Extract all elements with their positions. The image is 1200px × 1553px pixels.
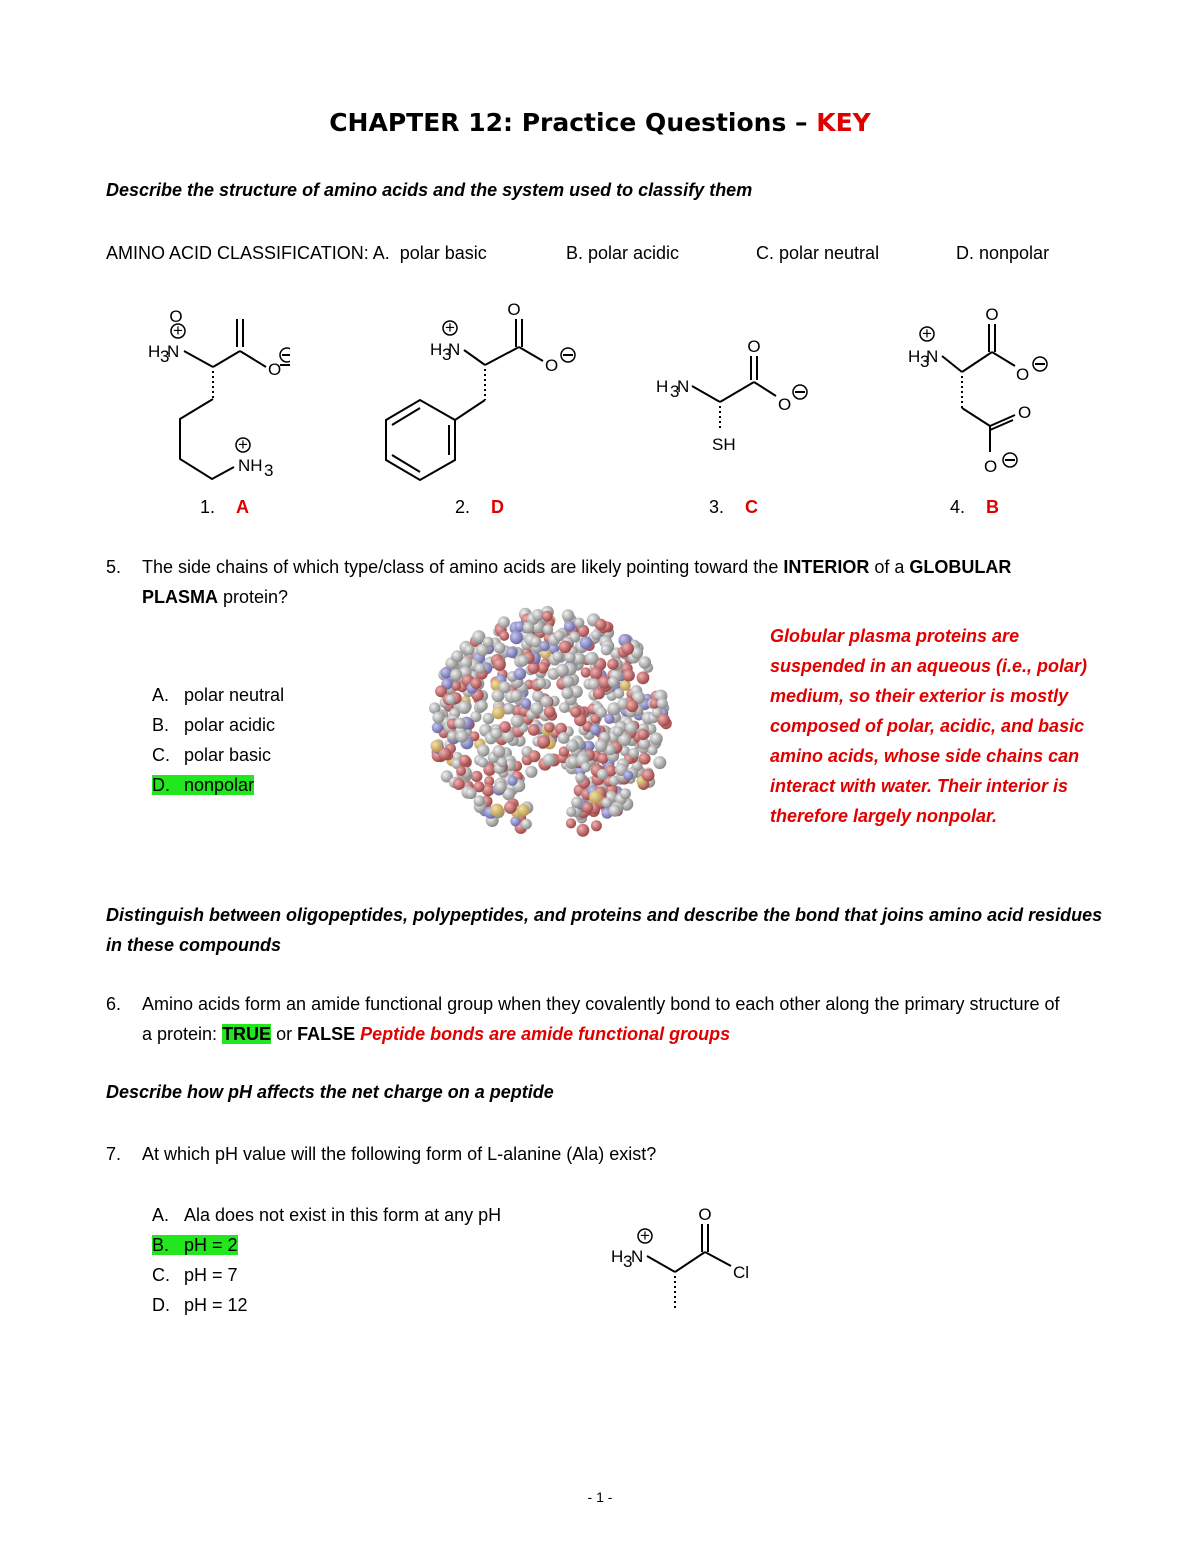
protein-atom-sphere — [637, 729, 648, 740]
protein-atom-sphere — [593, 687, 605, 699]
protein-atom-sphere — [566, 818, 576, 828]
protein-atom-sphere — [544, 706, 556, 718]
svg-text:H: H — [148, 342, 161, 361]
protein-atom-sphere — [657, 714, 670, 727]
protein-atom-sphere — [483, 637, 494, 648]
q5-text-c: protein? — [218, 587, 289, 607]
q7-option-d-text: pH = 12 — [184, 1295, 248, 1315]
q6-true-option[interactable]: TRUE — [222, 1024, 272, 1044]
svg-text:O: O — [545, 356, 559, 375]
svg-text:O: O — [985, 305, 999, 324]
svg-text:H: H — [656, 377, 669, 396]
protein-atom-sphere — [565, 652, 576, 663]
protein-atom-sphere — [595, 619, 607, 631]
protein-atom-sphere — [558, 732, 570, 744]
q5-text-a: The side chains of which type/class of amino acids are likely pointing toward the — [142, 557, 784, 577]
molecule-1-answer: A — [236, 497, 249, 517]
molecule-4-number: 4. — [950, 497, 966, 517]
q7-option-a-text: Ala does not exist in this form at any pH — [184, 1205, 502, 1225]
q5-option-c-letter: C. — [152, 745, 170, 765]
svg-text:O: O — [169, 307, 183, 326]
svg-text:+: + — [640, 1226, 650, 1245]
protein-atom-sphere — [503, 703, 514, 714]
svg-text:H: H — [430, 340, 443, 359]
molecule-4-answer: B — [986, 497, 999, 517]
protein-atom-sphere — [528, 724, 540, 736]
protein-atom-sphere — [607, 659, 618, 670]
q7-option-a-letter: A. — [152, 1205, 170, 1225]
protein-atom-sphere — [456, 730, 468, 742]
aspartate-structure — [900, 300, 1050, 480]
protein-atom-sphere — [626, 700, 638, 712]
q5-bold-plasma: PLASMA — [142, 587, 218, 607]
protein-atom-sphere — [451, 650, 463, 662]
section-heading-structure: Describe the structure of amino acids and the system used to classify them — [106, 180, 753, 200]
protein-atom-sphere — [623, 771, 633, 781]
q5-option-d-letter: D. — [152, 775, 170, 795]
q5-bold-interior: INTERIOR — [783, 557, 870, 577]
q5-text — [142, 552, 1011, 612]
svg-text:O: O — [1018, 403, 1032, 422]
protein-atom-sphere — [575, 773, 585, 783]
q5-text-b: of a — [869, 557, 910, 577]
q5-option-a-letter: A. — [152, 685, 170, 705]
protein-atom-sphere — [544, 723, 554, 733]
classification-label — [106, 238, 487, 268]
protein-atom-sphere — [609, 805, 621, 817]
protein-atom-sphere — [591, 820, 602, 831]
protein-atom-sphere — [493, 658, 506, 671]
page-number: - 1 - — [587, 1489, 613, 1505]
svg-text:3: 3 — [920, 352, 930, 371]
q7-option-c-text: pH = 7 — [184, 1265, 238, 1285]
protein-atom-sphere — [464, 645, 474, 655]
molecule-3-label — [709, 492, 758, 522]
svg-text:NH: NH — [238, 456, 263, 475]
protein-atom-sphere — [494, 642, 506, 654]
protein-atom-sphere — [657, 698, 668, 709]
protein-atom-sphere — [432, 712, 444, 724]
q7-option-d[interactable] — [152, 1290, 501, 1320]
q7-option-d-letter: D. — [152, 1295, 170, 1315]
protein-atom-sphere — [598, 753, 609, 764]
protein-atom-sphere — [590, 724, 601, 735]
protein-atom-sphere — [478, 757, 488, 767]
protein-atom-sphere — [564, 621, 575, 632]
q5-explanation: Globular plasma proteins are suspended in an aqueous (i.e., polar) medium, so their exterior is mostly composed of polar, acidic, and basic amino acids, whose side chains can interact with water. Their interior is therefore largely nonpolar. — [770, 626, 1088, 826]
protein-atom-sphere — [570, 706, 581, 717]
protein-atom-sphere — [591, 630, 601, 640]
protein-atom-sphere — [490, 728, 502, 740]
class-polar-neutral: C. polar neutral — [756, 243, 880, 263]
protein-atom-sphere — [585, 652, 598, 665]
protein-atom-sphere — [653, 756, 666, 769]
q5-option-c[interactable] — [152, 740, 284, 770]
protein-atom-sphere — [458, 701, 471, 714]
protein-atom-sphere — [553, 651, 564, 662]
protein-atom-sphere — [504, 801, 517, 814]
svg-text:+: + — [173, 321, 183, 340]
protein-atom-sphere — [475, 663, 486, 674]
svg-text:3: 3 — [623, 1252, 633, 1271]
class-nonpolar: D. nonpolar — [956, 243, 1050, 263]
q6-text: Amino acids form an amide functional group when they covalently bond to each other along the primary structure of — [142, 994, 1060, 1014]
protein-atom-sphere — [614, 688, 625, 699]
protein-atom-sphere — [623, 669, 635, 681]
protein-atom-sphere — [521, 698, 532, 709]
q7-option-b-letter: B. — [152, 1235, 170, 1255]
protein-atom-sphere — [517, 804, 530, 817]
protein-atom-sphere — [597, 769, 608, 780]
protein-atom-sphere — [639, 753, 651, 765]
protein-atom-sphere — [580, 637, 593, 650]
protein-atom-sphere — [581, 667, 591, 677]
q6-text-2: a protein: — [142, 1024, 223, 1044]
protein-atom-sphere — [471, 771, 482, 782]
q5-option-d[interactable] — [152, 770, 284, 800]
page-title — [0, 108, 1200, 137]
protein-atom-sphere — [451, 681, 461, 691]
protein-atom-sphere — [571, 797, 583, 809]
lysine-structure — [140, 295, 290, 495]
protein-atom-sphere — [613, 726, 623, 736]
svg-text:N: N — [448, 340, 461, 359]
protein-atom-sphere — [581, 762, 591, 772]
protein-atom-sphere — [506, 647, 517, 658]
q6-or: or — [271, 1024, 298, 1044]
q5-option-a-text: polar neutral — [184, 685, 285, 705]
svg-text:N: N — [926, 347, 939, 366]
protein-atom-sphere — [629, 748, 639, 758]
molecule-3-answer: C — [745, 497, 758, 517]
protein-atom-sphere — [530, 702, 543, 715]
protein-atom-sphere — [650, 732, 663, 745]
protein-atom-sphere — [476, 700, 487, 711]
svg-text:O: O — [268, 360, 282, 379]
protein-atom-sphere — [498, 616, 510, 628]
protein-atom-sphere — [450, 669, 462, 681]
protein-atom-sphere — [559, 702, 570, 713]
protein-atom-sphere — [556, 664, 569, 677]
protein-atom-sphere — [642, 769, 655, 782]
protein-atom-sphere — [508, 776, 518, 786]
protein-atom-sphere — [499, 681, 511, 693]
protein-atom-sphere — [497, 757, 507, 767]
protein-atom-sphere — [440, 667, 451, 678]
molecule-4-label — [950, 492, 999, 522]
protein-atom-sphere — [495, 781, 507, 793]
protein-atom-sphere — [510, 690, 522, 702]
protein-atom-sphere — [438, 748, 451, 761]
q6-number: 6. — [106, 994, 122, 1014]
protein-atom-sphere — [608, 677, 619, 688]
protein-atom-sphere — [637, 671, 650, 684]
question-6 — [106, 989, 1106, 1049]
svg-text:H: H — [611, 1247, 624, 1266]
protein-atom-sphere — [510, 631, 523, 644]
protein-atom-sphere — [566, 807, 576, 817]
protein-atom-sphere — [559, 641, 572, 654]
protein-atom-sphere — [577, 824, 590, 837]
protein-atom-sphere — [562, 675, 574, 687]
protein-atom-sphere — [471, 678, 482, 689]
q5-option-b[interactable] — [152, 710, 284, 740]
q5-option-b-letter: B. — [152, 715, 170, 735]
class-polar-acidic: B. polar acidic — [566, 243, 680, 263]
svg-text:N: N — [167, 342, 180, 361]
protein-atom-sphere — [543, 624, 553, 634]
q6-false-option[interactable]: FALSE — [297, 1024, 356, 1044]
classification-prefix: AMINO ACID CLASSIFICATION: A. — [106, 243, 390, 263]
svg-text:+: + — [922, 324, 932, 343]
q6-text-wrap — [142, 989, 1060, 1049]
q7-option-a[interactable] — [152, 1200, 501, 1230]
q5-option-c-text: polar basic — [184, 745, 272, 765]
class-polar-basic: polar basic — [399, 243, 487, 263]
protein-atom-sphere — [511, 715, 524, 728]
alanine-structure — [605, 1200, 765, 1320]
q5-options — [152, 680, 284, 800]
protein-atom-sphere — [589, 790, 602, 803]
section-heading-peptides: Distinguish between oligopeptides, polypeptides, and proteins and describe the bond that joins amino acid residues in these compounds — [106, 905, 1103, 955]
svg-text:3: 3 — [670, 382, 680, 401]
protein-atom-sphere — [493, 745, 506, 758]
protein-atom-sphere — [518, 655, 529, 666]
q7-number: 7. — [106, 1144, 122, 1164]
protein-atom-sphere — [523, 622, 534, 633]
protein-atom-sphere — [490, 804, 503, 817]
protein-atom-sphere — [621, 642, 634, 655]
q7-option-b-text: pH = 2 — [184, 1235, 238, 1255]
svg-text:+: + — [238, 435, 248, 454]
svg-text:Cl: Cl — [733, 1263, 750, 1282]
protein-atom-sphere — [596, 707, 607, 718]
molecule-2-label — [455, 492, 504, 522]
protein-atom-sphere — [492, 706, 505, 719]
protein-atom-sphere — [537, 735, 550, 748]
protein-atom-sphere — [543, 753, 556, 766]
protein-atom-sphere — [561, 687, 573, 699]
protein-atom-sphere — [625, 722, 637, 734]
protein-atom-sphere — [528, 750, 540, 762]
svg-text:3: 3 — [264, 461, 274, 480]
q7-text: At which pH value will the following form of L-alanine (Ala) exist? — [142, 1144, 657, 1164]
q7-options — [152, 1200, 501, 1320]
q5-option-a[interactable] — [152, 680, 284, 710]
svg-text:N: N — [631, 1247, 644, 1266]
protein-atom-sphere — [620, 788, 631, 799]
protein-atom-sphere — [601, 644, 612, 655]
q7-option-b[interactable] — [152, 1230, 501, 1260]
protein-atom-sphere — [454, 718, 465, 729]
molecule-3-number: 3. — [709, 497, 725, 517]
svg-text:O: O — [778, 395, 792, 414]
svg-text:N: N — [677, 377, 690, 396]
svg-text:O: O — [984, 457, 998, 476]
svg-text:SH: SH — [712, 435, 736, 454]
molecule-1-label — [200, 492, 249, 522]
protein-atom-sphere — [456, 766, 466, 776]
title-text: CHAPTER 12: Practice Questions – — [329, 108, 817, 137]
protein-atom-sphere — [477, 744, 489, 756]
protein-atom-sphere — [514, 668, 526, 680]
protein-atom-sphere — [459, 755, 470, 766]
protein-atom-sphere — [536, 678, 546, 688]
svg-text:H: H — [908, 347, 921, 366]
svg-text:O: O — [507, 300, 521, 319]
q5-number: 5. — [106, 557, 122, 577]
globular-protein-model — [420, 605, 680, 855]
q5-option-b-text: polar acidic — [184, 715, 276, 735]
phenylalanine-structure — [380, 295, 590, 495]
q7-option-c[interactable] — [152, 1260, 501, 1290]
q7-option-c-letter: C. — [152, 1265, 170, 1285]
protein-atom-sphere — [446, 694, 456, 704]
question-5 — [106, 552, 1066, 612]
svg-text:3: 3 — [160, 347, 170, 366]
protein-atom-sphere — [562, 609, 574, 621]
molecule-2-answer: D — [491, 497, 504, 517]
q6-explanation: Peptide bonds are amide functional groups — [360, 1024, 731, 1044]
svg-text:3: 3 — [442, 345, 452, 364]
protein-atom-sphere — [525, 766, 537, 778]
protein-atom-sphere — [499, 631, 509, 641]
molecule-2-number: 2. — [455, 497, 471, 517]
molecule-1-number: 1. — [200, 497, 216, 517]
q5-option-d-text: nonpolar — [184, 775, 255, 795]
protein-atom-sphere — [595, 739, 608, 752]
protein-atom-sphere — [465, 788, 476, 799]
section-heading-ph: Describe how pH affects the net charge on a peptide — [106, 1082, 554, 1102]
question-7 — [106, 1139, 656, 1169]
svg-text:+: + — [445, 318, 455, 337]
cysteine-structure — [650, 330, 820, 460]
svg-text:O: O — [1016, 365, 1030, 384]
protein-atom-sphere — [582, 802, 593, 813]
svg-text:O: O — [698, 1205, 712, 1224]
q5-bold-globular: GLOBULAR — [909, 557, 1012, 577]
protein-atom-sphere — [542, 611, 553, 622]
protein-atom-sphere — [539, 641, 549, 651]
protein-atom-sphere — [639, 656, 652, 669]
title-key: KEY — [816, 108, 871, 137]
protein-atom-sphere — [521, 819, 532, 830]
svg-text:O: O — [747, 337, 761, 356]
